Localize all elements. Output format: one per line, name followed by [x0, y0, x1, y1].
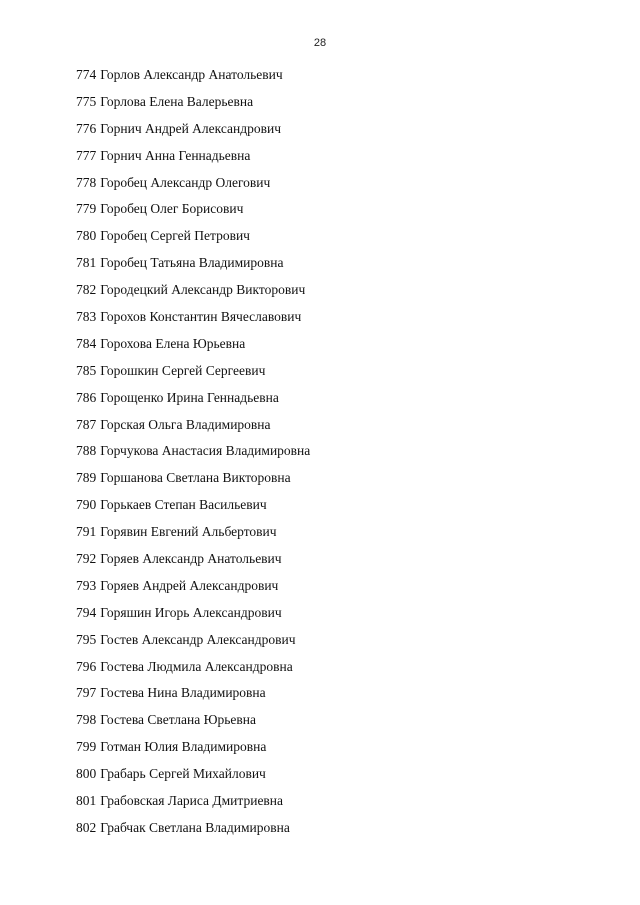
list-item — [76, 120, 310, 147]
list-item — [76, 93, 310, 120]
entry-number: 797 — [76, 685, 97, 701]
list-item — [76, 658, 310, 685]
list-item — [76, 308, 310, 335]
entry-number: 800 — [76, 766, 97, 782]
entry-number: 802 — [76, 819, 97, 835]
list-item — [76, 469, 310, 496]
entry-number: 795 — [76, 631, 97, 647]
list-item — [76, 335, 310, 362]
entry-number: 799 — [76, 739, 97, 755]
entry-number: 783 — [76, 309, 97, 325]
entry-name: Горяшин Игорь Александрович — [100, 604, 282, 620]
entry-name: Готман Юлия Владимировна — [100, 739, 267, 755]
list-item — [76, 684, 310, 711]
entry-name: Гостева Людмила Александровна — [100, 658, 293, 674]
entry-name: Горявин Евгений Альбертович — [100, 524, 277, 540]
list-item — [76, 442, 310, 469]
entry-number: 781 — [76, 255, 97, 271]
entry-number: 782 — [76, 282, 97, 298]
entry-name: Горобец Сергей Петрович — [100, 228, 250, 244]
entry-number: 794 — [76, 604, 97, 620]
list-item — [76, 254, 310, 281]
list-item — [76, 389, 310, 416]
entry-name: Горохов Константин Вячеславович — [100, 309, 302, 325]
list-item — [76, 711, 310, 738]
entry-number: 786 — [76, 389, 97, 405]
list-item — [76, 738, 310, 765]
entry-name: Гостева Светлана Юрьевна — [100, 712, 256, 728]
entry-number: 790 — [76, 497, 97, 513]
list-item — [76, 819, 310, 846]
list-item — [76, 631, 310, 658]
name-list — [76, 66, 310, 846]
list-item — [76, 416, 310, 443]
entry-number: 789 — [76, 470, 97, 486]
entry-name: Горошкин Сергей Сергеевич — [100, 362, 266, 378]
entry-name: Горская Ольга Владимировна — [100, 416, 271, 432]
entry-number: 796 — [76, 658, 97, 674]
entry-number: 774 — [76, 67, 97, 82]
entry-name: Горчукова Анастасия Владимировна — [100, 443, 311, 459]
entry-number: 788 — [76, 443, 97, 459]
entry-number: 787 — [76, 416, 97, 432]
entry-name: Горшанова Светлана Викторовна — [100, 470, 291, 486]
entry-number: 791 — [76, 524, 97, 540]
list-item — [76, 200, 310, 227]
entry-name: Горяев Александр Анатольевич — [100, 551, 282, 567]
entry-number: 785 — [76, 362, 97, 378]
entry-name: Горлова Елена Валерьевна — [100, 93, 254, 109]
entry-number: 779 — [76, 201, 97, 217]
list-item — [76, 496, 310, 523]
entry-name: Грабчак Светлана Владимировна — [100, 819, 290, 835]
list-item — [76, 523, 310, 550]
entry-number: 777 — [76, 147, 97, 163]
entry-number: 784 — [76, 335, 97, 351]
entry-number: 798 — [76, 712, 97, 728]
list-item — [76, 66, 310, 93]
entry-number: 780 — [76, 228, 97, 244]
list-item — [76, 147, 310, 174]
entry-name: Гостев Александр Александрович — [100, 631, 296, 647]
list-item — [76, 765, 310, 792]
entry-name: Горнич Анна Геннадьевна — [100, 147, 251, 163]
list-item — [76, 792, 310, 819]
page-number: 28 — [313, 37, 327, 49]
list-item — [76, 362, 310, 389]
list-item — [76, 174, 310, 201]
entry-number: 778 — [76, 174, 97, 190]
entry-name: Горнич Андрей Александрович — [100, 120, 281, 136]
entry-name: Горобец Татьяна Владимировна — [100, 255, 284, 271]
list-item — [76, 577, 310, 604]
list-item — [76, 604, 310, 631]
entry-name: Грабарь Сергей Михайлович — [100, 766, 266, 782]
list-item — [76, 550, 310, 577]
entry-name: Горобец Олег Борисович — [100, 201, 244, 217]
entry-name: Горобец Александр Олегович — [100, 174, 271, 190]
entry-number: 775 — [76, 93, 97, 109]
entry-name: Гостева Нина Владимировна — [100, 685, 266, 701]
entry-number: 776 — [76, 120, 97, 136]
list-item — [76, 281, 310, 308]
entry-name: Горлов Александр Анатольевич — [100, 67, 283, 82]
entry-name: Горькаев Степан Васильевич — [100, 497, 267, 513]
entry-name: Горяев Андрей Александрович — [100, 577, 279, 593]
entry-number: 793 — [76, 577, 97, 593]
entry-name: Городецкий Александр Викторович — [100, 282, 306, 298]
entry-number: 792 — [76, 551, 97, 567]
entry-name: Горощенко Ирина Геннадьевна — [100, 389, 279, 405]
entry-name: Горохова Елена Юрьевна — [100, 335, 246, 351]
entry-name: Грабовская Лариса Дмитриевна — [100, 793, 284, 809]
list-item — [76, 227, 310, 254]
entry-number: 801 — [76, 793, 97, 809]
